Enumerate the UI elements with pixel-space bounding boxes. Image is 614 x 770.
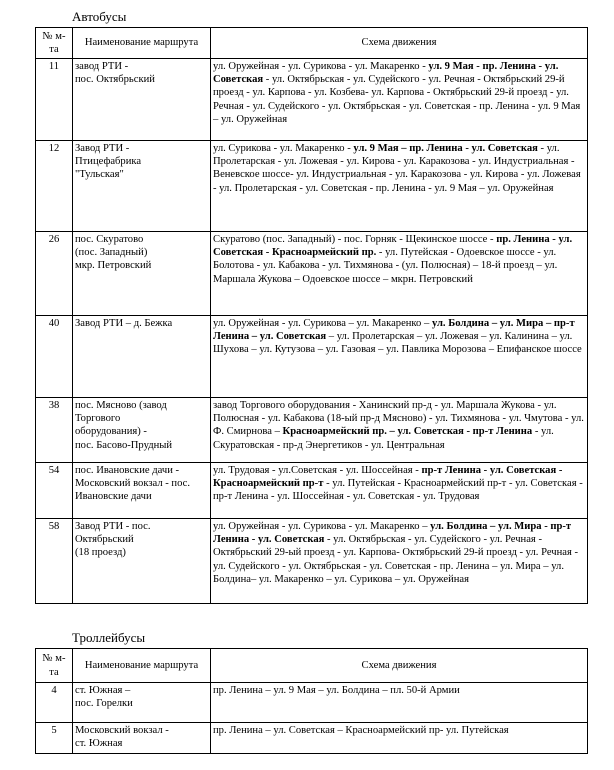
route-name: Завод РТИ - пос. Октябрьский (18 проезд) [73, 519, 211, 604]
bus-route-row [36, 59, 588, 141]
route-scheme-segment: ул. Трудовая - ул.Советская - ул. Шоссейная - [213, 465, 422, 476]
bus-route-row [36, 232, 588, 316]
bus-route-row [36, 141, 588, 232]
route-scheme-segment: ул. Оружейная - ул. Сурикова - ул. Макаренко – [213, 521, 431, 532]
route-scheme-bold-segment: пр. Ленина - ул. Советская - Красноармейский пр. [213, 234, 573, 259]
trolleybuses-section-title: Троллейбусы [72, 630, 146, 645]
route-scheme-segment: – ул. Пролетарская – ул. Ложевая – ул. Калинина – ул. Шухова – ул. Кутузова – ул. Газовая – ул. Павлика Морозова – Епифанское шоссе [213, 331, 582, 356]
route-scheme [211, 141, 588, 232]
buses-section-title: Автобусы [72, 9, 127, 24]
route-number: 5 [36, 723, 73, 754]
route-scheme [211, 232, 588, 316]
route-scheme [211, 683, 588, 723]
route-number: 38 [36, 398, 73, 463]
route-scheme-segment: - ул. Октябрьская - ул. Судейского - ул. Речная - Октябрьский 29-ый проезд - ул. Карпова- Октябрьский 29-й проезд - ул. Речная - ул. Судейского - ул. Октябрьская - ул. Советская - пр. Ленина – ул. Мира – ул. Болдина– ул. Макаренко – ул. Сурикова – ул. Оружейная [213, 534, 579, 585]
route-name: Завод РТИ - Птицефабрика "Тульская" [73, 141, 211, 232]
route-name: ст. Южная – пос. Горелки [73, 683, 211, 723]
route-number: 58 [36, 519, 73, 604]
route-scheme-segment: - ул. Скуратовская - пр-д Энергетиков - ул. Центральная [213, 426, 554, 451]
route-scheme-segment: завод Торгового оборудования - Ханинский пр-д - ул. Маршала Жукова - ул. Полюсная - ул. Кабакова (18-ый пр-д Мясново) - ул. Тихмянова - ул. Чмутова - ул. Ф. Смирнова – [213, 400, 584, 438]
route-scheme [211, 398, 588, 463]
route-scheme-bold-segment: ул. Болдина – ул. Мира – пр-т Ленина – ул. Советская [213, 318, 575, 343]
bus-route-row [36, 398, 588, 463]
bus-header-num: № м-та [36, 28, 73, 59]
route-scheme [211, 723, 588, 754]
trolley-header-num: № м-та [36, 649, 73, 683]
route-number: 26 [36, 232, 73, 316]
route-scheme [211, 316, 588, 398]
route-scheme-segment: ул. Оружейная - ул. Сурикова – ул. Макаренко – [213, 318, 432, 329]
trolley-table-header [36, 649, 588, 683]
route-name: завод РТИ - пос. Октябрьский [73, 59, 211, 141]
route-number: 4 [36, 683, 73, 723]
route-scheme-bold-segment: пр-т Ленина - ул. Советская - Красноармейский пр-т [213, 465, 563, 490]
bus-route-row [36, 519, 588, 604]
route-number: 54 [36, 463, 73, 519]
bus-routes-table [35, 27, 588, 604]
route-scheme [211, 59, 588, 141]
route-number: 40 [36, 316, 73, 398]
route-scheme [211, 519, 588, 604]
route-scheme-bold-segment: ул. Болдина – ул. Мира - пр-т Ленина - ул. Советская [213, 521, 572, 546]
route-number: 11 [36, 59, 73, 141]
route-number: 12 [36, 141, 73, 232]
trolleybus-routes-table [35, 648, 588, 754]
bus-header-name: Наименование маршрута [73, 28, 211, 59]
route-scheme-segment: - ул. Октябрьская - ул. Судейского - ул. Речная - Октябрьский 29-й проезд - ул. Карпова - ул. Козбева- ул. Карпова - Октябрьский 29-й проезд - ул. Речная - ул. Судейского - ул. Октябрьская - ул. Советская - пр. Ленина - ул. 9 Мая – ул. Оружейная [213, 74, 581, 125]
route-scheme-bold-segment: ул. 9 Мая - пр. Ленина - ул. Советская [213, 61, 559, 86]
route-scheme-segment: ул. Оружейная - ул. Сурикова - ул. Макаренко - [213, 61, 429, 72]
route-scheme-segment: - ул. Путейская - Одоевское шоссе - ул. Болотова - ул. Кабакова - ул. Тихмянова - (ул. Полюсная) – 18-й проезд – ул. Маршала Жукова – Одоевское шоссе – мкрн. Петровский [213, 247, 558, 285]
trolley-header-name: Наименование маршрута [73, 649, 211, 683]
trolley-route-row [36, 683, 588, 723]
bus-table-header [36, 28, 588, 59]
route-scheme [211, 463, 588, 519]
route-scheme-segment: ул. Сурикова - ул. Макаренко - [213, 143, 354, 154]
trolley-route-row [36, 723, 588, 754]
route-scheme-segment: - ул. Пролетарская - ул. Ложевая - ул. Кирова - ул. Каракозова - ул. Индустриальная - Веневское шоссе- ул. Индустриальная - ул. Каракозова - ул. Кирова - ул. Ложевая - ул. Пролетарская - ул. Советская - пр. Ленина - ул. 9 Мая – ул. Оружейная [213, 143, 581, 194]
route-name: пос. Ивановские дачи - Московский вокзал - пос. Ивановские дачи [73, 463, 211, 519]
trolley-header-scheme: Схема движения [211, 649, 588, 683]
route-scheme-segment: Скуратово (пос. Западный) - пос. Горняк - Щекинское шоссе - [213, 234, 497, 245]
route-scheme-segment: пр. Ленина – ул. 9 Мая – ул. Болдина – пл. 50-й Армии [213, 685, 460, 696]
route-scheme-bold-segment: Красноармейский пр. – ул. Советская - пр-т Ленина [282, 426, 533, 438]
route-scheme-bold-segment: ул. 9 Мая – пр. Ленина - ул. Советская [353, 143, 538, 154]
bus-header-scheme: Схема движения [211, 28, 588, 59]
route-name: пос. Скуратово (пос. Западный) мкр. Петровский [73, 232, 211, 316]
route-name: Завод РТИ – д. Бежка [73, 316, 211, 398]
route-name: пос. Мясново (завод Торгового оборудования) - пос. Басово-Прудный [73, 398, 211, 463]
route-name: Московский вокзал - ст. Южная [73, 723, 211, 754]
route-scheme-segment: - ул. Путейская - Красноармейский пр-т - ул. Советская - пр-т Ленина - ул. Шоссейная - ул. Советская - ул. Трудовая [213, 478, 583, 503]
bus-route-row [36, 463, 588, 519]
route-scheme-segment: пр. Ленина – ул. Советская – Красноармейский пр- ул. Путейская [213, 725, 509, 736]
bus-route-row [36, 316, 588, 398]
